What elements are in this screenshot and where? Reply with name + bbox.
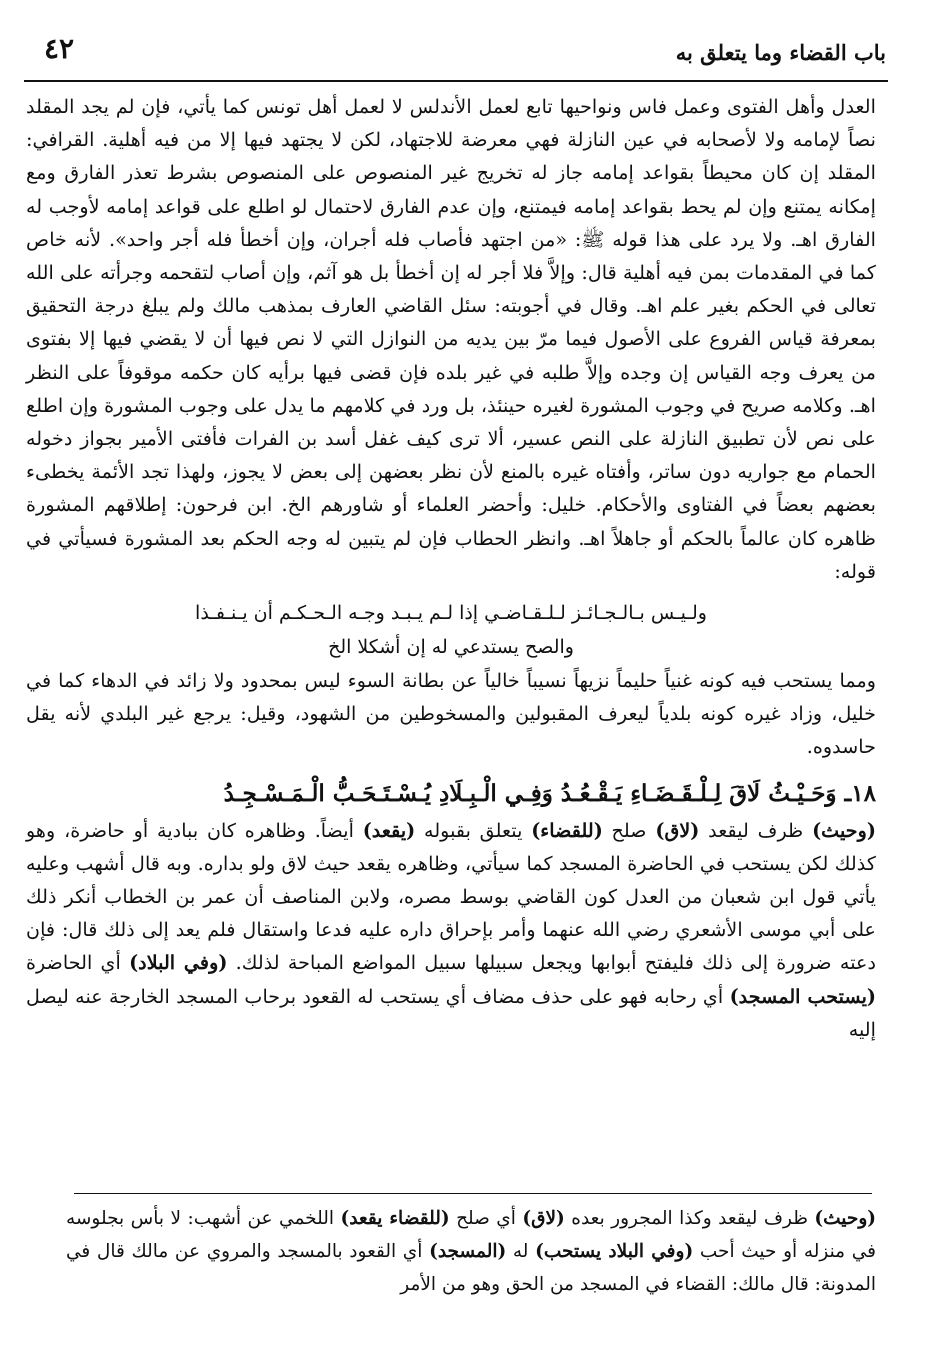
paragraph-2: ومما يستحب فيه كونه غنياً حليماً نزيهاً نسيباً خالياً عن بطانة السوء ليس بمحدود ولا زائد في الدهاء كما في خليل، وزاد غيره كونه بلدياً ليعرف المقبولين والمسخوطين من الشهود، وقيل: يرجع غير البلدي لأنه يقل حاسدوه. [26,669,876,759]
commentary-text: صلح [602,818,656,842]
footnote-commentary [66,1202,876,1301]
footnote-paragraph [66,1202,876,1301]
verse-block [26,596,876,664]
commentary-text: أيضاً. وظاهره كان ببادية أو حاضرة، وهو كذلك لكن يستحب في الحاضرة المسجد كما سيأتي، وظاهره يقعد حيث لاق ولو بداره. وبه قال أشهب وعليه يأتي قول ابن شعبان من العدل كون القاضي بوسط مصره، ولابن المناصف أن عمر بن الخطاب أنكر ذلك على أبي موسى الأشعري رضي الله عنهما وأمر بإحراق داره عليه فدعا واستقال فلم يعد إلى ذلك قال: فإن دعته ضرورة إلى ذلك فليفتح أبوابها ويجعل سبيلها سبيل المواضع المباحة لذلك. [26,818,876,975]
keyword: (يستحب المسجد) [729,984,876,1008]
matn-number: ١٨ـ [844,779,876,807]
paragraph-3 [26,814,876,1046]
matn-verse [26,774,876,814]
keyword: (وحيث) [812,818,877,842]
keyword: (لاق) [522,1208,565,1229]
commentary-text: أي الحاضرة [26,951,130,975]
keyword: (وفي البلاد يستحب) [535,1241,694,1262]
commentary-text: يتعلق بقبوله [415,818,532,842]
page-number: ٤٢ [44,32,75,65]
keyword: (يقعد) [362,818,416,842]
footnote-text: أي القعود بالمسجد والمروي عن مالك قال في المدونة: قال مالك: القضاء في المسجد من الحق وهو من الأمر [66,1241,876,1295]
footnote-text: أي صلح [449,1208,523,1229]
footnote-text: ظرف ليقعد وكذا المجرور بعده [564,1208,815,1229]
running-title: باب القضاء وما يتعلق به [675,40,886,65]
commentary-text: ظرف ليقعد [699,818,813,842]
keyword: (لاق) [655,818,700,842]
commentary-text: أي رحابه فهو على حذف مضاف أي يستحب له القعود برحاب المسجد الخارجة عنه ليصل إليه [26,984,876,1041]
keyword: (للقضاء) [531,818,603,842]
footnote-divider [74,1193,872,1194]
matn-text: وَحَـيْـثُ لَاقَ لِـلْـقَـضَـاءِ يَـقْـعُـدُ وَفِـي الْـبِـلَادِ يُـسْـتَـحَـبُّ الْـمَـسْـجِـدُ [223,779,837,807]
verse-line-2: والصح يستدعي له إن أشكلا الخ [328,636,574,659]
keyword: (وفي البلاد) [129,951,228,975]
keyword: (وحيث) [814,1208,876,1229]
verse-line-1: ولـيـس بـالـجـائـز لـلـقـاضـي إذا لـم يـبـد وجـه الـحـكـم أن يـنـفـذا [195,602,707,625]
footnote-text: اللخمي عن أشهب: لا بأس بجلوسه في منزله أو حيث أحب [66,1208,876,1262]
keyword: (للقضاء يقعد) [340,1208,450,1229]
page-header [24,30,886,80]
header-divider [24,80,888,82]
paragraph-1: العدل وأهل الفتوى وعمل فاس ونواحيها تابع لعمل الأندلس لا لعمل أهل تونس كما يأتي، فإن لم يجد المقلد نصاً لإمامه ولا لأصحابه في عين النازلة فهي معرضة للاجتهاد، لكن لا يجتهد فيها إلا من فيه أهلية. القرافي: المقلد إن كان محيطاً بقواعد إمامه جاز له تخريج غير المنصوص على المنصوص بشرط تعذر الفارق ومع إمكانه يمتنع وإن لم يحط بقواعد إمامه فيمتنع، وإن عدم الفارق لاحتمال لو اطلع على قواعد إمامه لأوجب له الفارق اهـ. ولا يرد على هذا قوله ﷺ: «من اجتهد فأصاب فله أجران، وإن أخطأ فله أجر واحد». لأنه خاص كما في المقدمات بمن فيه أهلية قال: وإلاَّ فلا أجر له إن أخطأ بل هو آثم، وإن أصاب لتقحمه وجرأته على الله تعالى في الحكم بغير علم اهـ. وقال في أجوبته: سئل القاضي العارف بمذهب مالك ولم يبلغ درجة التحقيق بمعرفة قياس الفروع على الأصول فيما مرّ بين يديه من النوازل التي لا نص فيها أن لا يقضي فيها إلا بفتوى من يعرف وجه القياس إن وجده وإلاَّ طلبه في غير بلده فإن قضى فيها برأيه كان حكمه موقوفاً على النظر اهـ. وكلامه صريح في وجوب المشورة لغيره حينئذ، بل ورد في كلامهم ما يدل على وجوب المشورة وإن اطلع على نص لأن تطبيق النازلة على النص عسير، ألا ترى كيف غفل أسد بن الفرات فأفتى الأمير بجواز دخوله الحمام مع جواريه دون ساتر، وأفتاه غيره بالمنع لأن نظر بعضهن إلى بعض لا يجوز، ولهذا تجد الأئمة يخطىء بعضهم بعضاً في الفتاوى والأحكام. خليل: وأحضر العلماء أو شاورهم الخ. ابن فرحون: إطلاقهم المشورة ظاهره كان عالماً بالحكم أو جاهلاً اهـ. وانظر الحطاب فإن لم يتبين له وجه الحكم بعد المشورة فسيأتي في قوله: [26,95,876,583]
keyword: (المسجد) [429,1241,507,1262]
main-text [26,90,876,1046]
footnote-text: له [506,1241,536,1262]
